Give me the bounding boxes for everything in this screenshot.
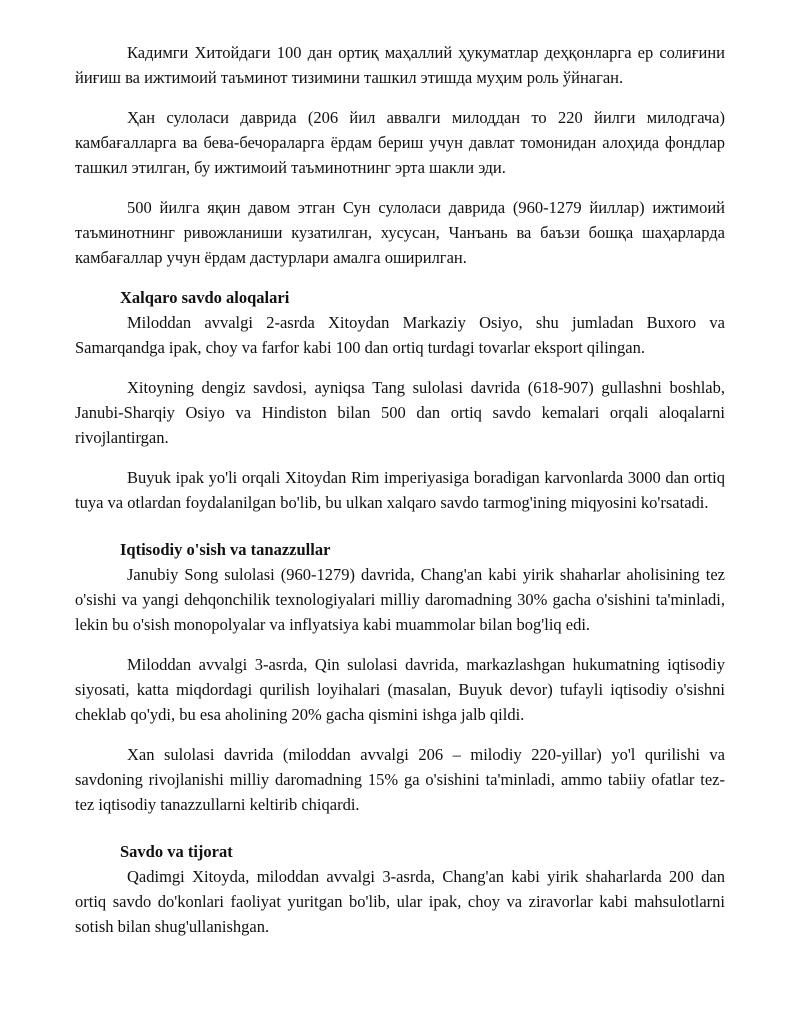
trade-paragraph-2: Xitoyning dengiz savdosi, ayniqsa Tang sulolasi davrida (618-907) gullashni boshlab, Janubi-Sharqiy Osiyo va Hindiston bilan 500 dan ortiq savdo kemalari orqali aloqalarni rivojlantirgan. bbox=[75, 378, 725, 447]
growth-paragraph-3: Xan sulolasi davrida (miloddan avvalgi 206 – milodiy 220-yillar) yo'l qurilishi va savdoning rivojlanishi milliy daromadning 15% ga o'sishini ta'minladi, ammo tabiiy ofatlar tez-tez iqtisodiy tanazzullarni keltirib chiqardi. bbox=[75, 745, 725, 814]
intro-paragraph-1: Кадимги Хитойдаги 100 дан ортиқ маҳаллий ҳукуматлар деҳқонларга ер солиғини йиғиш ва ижтимоий таъминот тизимини ташкил этишда муҳим роль ўйнаган. bbox=[75, 43, 725, 87]
section-heading-commerce: Savdo va tijorat bbox=[120, 842, 233, 861]
trade-paragraph-3: Buyuk ipak yo'li orqali Xitoydan Rim imperiyasiga boradigan karvonlarda 3000 dan ortiq tuya va otlardan foydalanilgan bo'lib, bu ulkan xalqaro savdo tarmog'ining miqyosini ko'rsatadi. bbox=[75, 468, 725, 512]
document-page bbox=[75, 40, 725, 939]
section-heading-growth: Iqtisodiy o'sish va tanazzullar bbox=[120, 540, 331, 559]
commerce-paragraph-1: Qadimgi Xitoyda, miloddan avvalgi 3-asrda, Chang'an kabi yirik shaharlarda 200 dan ortiq savdo do'konlari faoliyat yuritgan bo'lib, ular ipak, choy va ziravorlar kabi mahsulotlarni sotish bilan shug'ullanishgan. bbox=[75, 867, 725, 936]
intro-paragraph-3: 500 йилга яқин давом этган Сун сулоласи даврида (960-1279 йиллар) ижтимоий таъминотнинг ривожланиши кузатилган, хусусан, Чанъань ва баъзи бошқа шаҳарларда камбағаллар учун ёрдам дастурлари амалга оширилган. bbox=[75, 198, 725, 267]
growth-paragraph-2: Miloddan avvalgi 3-asrda, Qin sulolasi davrida, markazlashgan hukumatning iqtisodiy siyosati, katta miqdordagi qurilish loyihalari (masalan, Buyuk devor) tufayli iqtisodiy o'sishni cheklab qo'ydi, bu esa aholining 20% gacha qismini ishga jalb qildi. bbox=[75, 655, 725, 724]
section-heading-trade: Xalqaro savdo aloqalari bbox=[120, 288, 290, 307]
intro-paragraph-2: Ҳан сулоласи даврида (206 йил аввалги милоддан то 220 йилги милодгача) камбағалларга ва бева-бечораларга ёрдам бериш учун давлат томонидан алоҳида фондлар ташкил этилган, бу ижтимоий таъминотнинг эрта шакли эди. bbox=[75, 108, 725, 177]
growth-paragraph-1: Janubiy Song sulolasi (960-1279) davrida, Chang'an kabi yirik shaharlar aholisining tez o'sishi va yangi dehqonchilik texnologiyalari milliy daromadning 30% gacha o'sishini ta'minladi, lekin bu o'sish monopolyalar va inflyatsiya kabi muammolar bilan bog'liq edi. bbox=[75, 565, 725, 634]
trade-paragraph-1: Miloddan avvalgi 2-asrda Xitoydan Markaziy Osiyo, shu jumladan Buxoro va Samarqandga ipak, choy va farfor kabi 100 dan ortiq turdagi tovarlar eksport qilingan. bbox=[75, 313, 725, 357]
